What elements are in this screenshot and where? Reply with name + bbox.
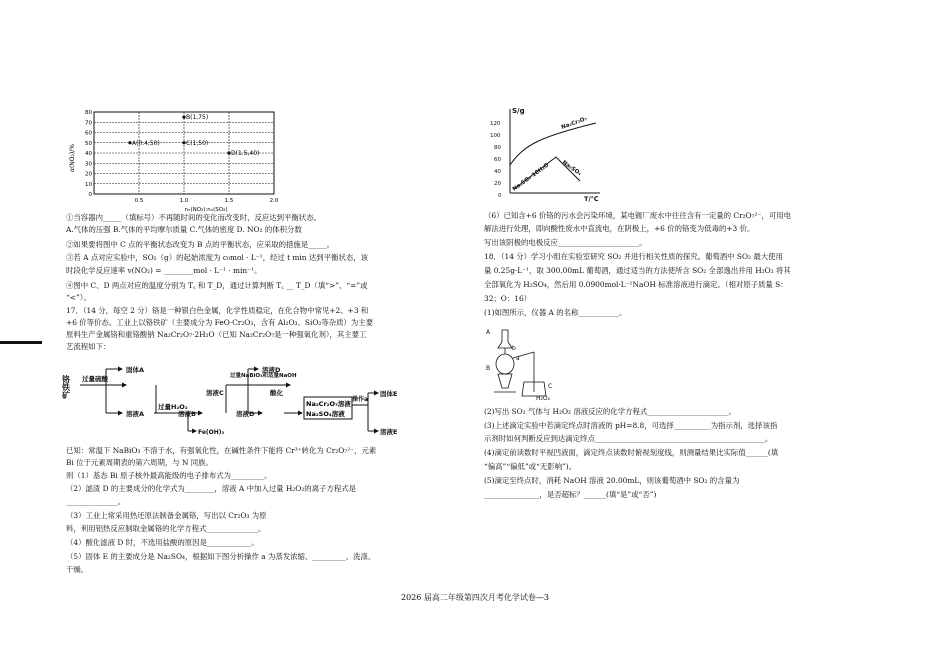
flow-step1: 过量硫酸 [82, 375, 108, 383]
chart-point-label: B(1,75) [186, 114, 209, 122]
app-label-b: b [512, 345, 516, 352]
chart-ticks [85, 110, 279, 204]
q17-line-c: 原料生产金属铬和重铬酸钠 Na₂Cr₂O₇·2H₂O（已知 Na₂Cr₂O₇是一种强氧化剂），其主要工 [66, 330, 367, 339]
app-label-A: A [486, 329, 491, 336]
sol-ytick-60: 60 [494, 157, 501, 163]
r1: (1)如图所示，仪器 A 的名称___________。 [484, 308, 627, 317]
r5b: _______________，是否超标？______(填“是”或“否”) [484, 490, 657, 499]
q18-line-d: 32；O：16） [484, 294, 532, 303]
chart-xlabel: nₓ(NO₂):nₓ(SO₂) [184, 207, 228, 213]
part2b: ______________。 [66, 497, 126, 506]
solubility-chart [484, 105, 614, 203]
part5: （5）固体 E 的主要成分是 Na₂SO₄，根据如下图分析操作 a 为蒸发浓缩、_________、洗涤、 [66, 552, 376, 561]
r3b: 示剂时如何判断反应到达滴定终点______________________________________________。 [484, 434, 773, 443]
chart-ytick: 40 [85, 151, 92, 157]
part5b: 干燥。 [66, 565, 89, 574]
q16-options: A.气体的压强 B.气体的平均摩尔质量 C.气体的密度 D. NO₂ 的体积分数 [66, 225, 302, 234]
q16-line3a: ③若 A 点对应实验中，SO₂（g）的起始浓度为 c₀mol · L⁻¹，经过 t min 达到平衡状态，该 [66, 253, 369, 262]
flow-solA: 溶液A [126, 410, 145, 418]
part2: （2）滤渣 D 的主要成分的化学式为________，溶液 A 中加入过量 H₂O₂的离子方程式是 [66, 484, 357, 493]
sol-ytick-80: 80 [494, 145, 501, 151]
sol-ytick-20: 20 [494, 181, 501, 187]
q16-line2: ②如果要将图中 C 点的平衡状态改变为 B 点的平衡状态，应采取的措施是_____。 [66, 240, 335, 249]
sol-xlabel: T/℃ [584, 195, 599, 203]
app-label-C: C [548, 383, 553, 390]
q16-line4b: “<”）。 [66, 293, 91, 302]
flow-op: 操作a [352, 396, 369, 403]
flow-solB: 溶液B [178, 410, 196, 418]
part3: （3）工业上常采用热还原法制备金属铬，写出以 Cr₂O₃ 为原 [66, 511, 267, 520]
chart-ytick: 60 [85, 130, 92, 137]
flow-solD1: 溶液D [262, 366, 281, 374]
q17-line-a: 17．（14 分，每空 2 分）铬是一种银白色金属，化学性质稳定，在化合物中常见+2、+3 和 [66, 306, 369, 315]
flow-solE: 溶液E [380, 428, 398, 436]
part4: （4）酸化滤液 D 时，不选用盐酸的原因是____________。 [66, 538, 259, 547]
chart-ytick: 20 [85, 171, 92, 178]
q6-line-b: 解法进行处理，即向酸性废水中直流电，在阴极上，+6 价的铬变为低毒的+3 价。 [484, 224, 755, 233]
q18-line-b: 量 0.25g·L⁻¹，取 300.00mL 葡萄酒，通过适当的方法使所含 SO₂ 全部逸出并用 H₂O₂ 将其 [484, 266, 791, 275]
flow-solidE: 固体E [380, 390, 398, 398]
r3a: (3)上述滴定实验中若滴定终点时溶液的 pH=8.8，可选择__________为指示剂，选择该指 [484, 421, 778, 430]
flow-ore: 铬铁矿 [61, 375, 71, 399]
q17-line-d: 艺流程如下： [66, 342, 111, 351]
sol-curve1: Na₂Cr₂O₇ [560, 116, 589, 131]
chart-ylabel: α(NO₂)/% [69, 144, 76, 172]
flow-acid: 酸化 [270, 389, 283, 397]
flow-solC: 溶液C [206, 389, 224, 397]
q16-line4a: ④图中 C、D 两点对应的温度分别为 T꜀ 和 T_D，通过计算判断 T꜀ __ T_D（填“>”、“=”或 [66, 281, 368, 290]
q17-line-b: +6 价等价态。工业上以铬铁矿（主要成分为 FeO·Cr₂O₃，含有 Al₂O₃、SiO₂等杂质）为主要 [66, 318, 374, 327]
r2: (2)写出 SO₂ 气体与 H₂O₂ 溶液反应的化学方程式______________________。 [484, 407, 736, 416]
flow-feoh: Fe(OH)₃ [198, 429, 225, 436]
q16-line1: ①当容器内_____（填标号）不再随时间的变化而改变时，反应达到平衡状态。 [66, 213, 321, 222]
chart-point-label: A(0.4,50) [132, 139, 160, 147]
chart-ytick: 70 [85, 120, 92, 127]
page-footer: 2026 届高二年级第四次月考化学试卷—3 [401, 593, 549, 602]
r5a: (5)滴定至终点时，消耗 NaOH 溶液 20.00mL，则该葡萄酒中 SO₂ 的含量为 [484, 476, 740, 485]
r4a: (4)滴定前读数时平视凹液面，滴定终点读数时俯视刻度线，则测量结果比实际值______(填 [484, 448, 779, 457]
flow-step2: 过量H₂O₂ [158, 403, 188, 411]
q6-line-c: 写出该阴极的电极反应______________________。 [484, 238, 647, 247]
sol-ytick-40: 40 [494, 169, 501, 175]
chart-xtick: 2.0 [269, 198, 279, 204]
chart-ytick: 30 [85, 161, 92, 168]
sol-curve2: Na₂SO₄ [560, 159, 583, 178]
r4b: “偏高”“偏低”或“无影响”)。 [484, 462, 577, 471]
known-line-b: Bi 位于元素周期表的第六周期，与 N 同族。 [66, 458, 213, 467]
flow-solidA: 固体A [126, 366, 145, 374]
part1: 则（1）基态 Bi 原子核外最高能级的电子排布式为_________。 [66, 471, 272, 480]
flow-diagram [61, 355, 398, 443]
chart-point-label: D(1.5,40) [231, 150, 260, 157]
alpha-chart [66, 108, 286, 214]
flow-step3: 过量NaBiO₃和适量NaOH [230, 373, 297, 379]
q18-line-a: 18．（14 分）学习小组在实验室研究 SO₂ 并进行相关性质的探究。葡萄酒中 SO₂ 最大使用 [484, 252, 783, 261]
flow-solD2: 溶液D [236, 410, 255, 418]
app-label-a: a [516, 355, 520, 362]
app-label-B: B [486, 365, 491, 372]
chart-xtick: 1.0 [179, 198, 189, 204]
sol-ytick-100: 100 [490, 133, 501, 139]
flow-box-b: Na₂SO₄溶液 [306, 410, 345, 418]
chart-xtick: 1.5 [224, 198, 234, 204]
app-label-h2o2: H₂O₂ [536, 395, 551, 402]
known-line-a: 已知：常温下 NaBiO₃ 不溶于水，有强氧化性，在碱性条件下能将 Cr³⁺转化为 Cr₂O₇²⁻，元素 [66, 446, 377, 455]
sol-ytick-0: 0 [498, 193, 502, 199]
margin-bar [0, 341, 42, 344]
flow-box-a: Na₂Cr₂O₇溶液 [306, 400, 351, 408]
chart-ytick: 0 [88, 192, 92, 198]
chart-ytick: 10 [85, 181, 92, 188]
chart-xtick: 0.5 [134, 198, 144, 204]
apparatus-diagram [484, 322, 568, 402]
sol-ylabel: S/g [512, 107, 525, 115]
sol-curve3: Na₂SO₄·10H₂O [511, 162, 551, 193]
chart-ytick: 50 [85, 140, 92, 147]
part3b: 料，利用铝热反应制取金属铬的化学方程式______________。 [66, 524, 266, 533]
chart-points [128, 114, 259, 157]
q6-line-a: （6）已知含+6 价铬的污水会污染环境，某电镀厂废水中往往含有一定量的 Cr₂O₇²⁻，可用电 [484, 211, 792, 220]
chart-point-label: C(1,50) [186, 139, 209, 147]
q18-line-c: 全部氧化为 H₂SO₄，然后用 0.0900mol·L⁻¹NaOH 标准溶液进行滴定。（相对原子质量 S： [484, 280, 788, 289]
sol-ytick-120: 120 [490, 121, 501, 127]
q16-line3b: 时段化学反应速率 v(NO₂) = ________mol · L⁻¹ · min⁻¹。 [66, 266, 262, 275]
chart-ytick: 80 [85, 110, 92, 116]
